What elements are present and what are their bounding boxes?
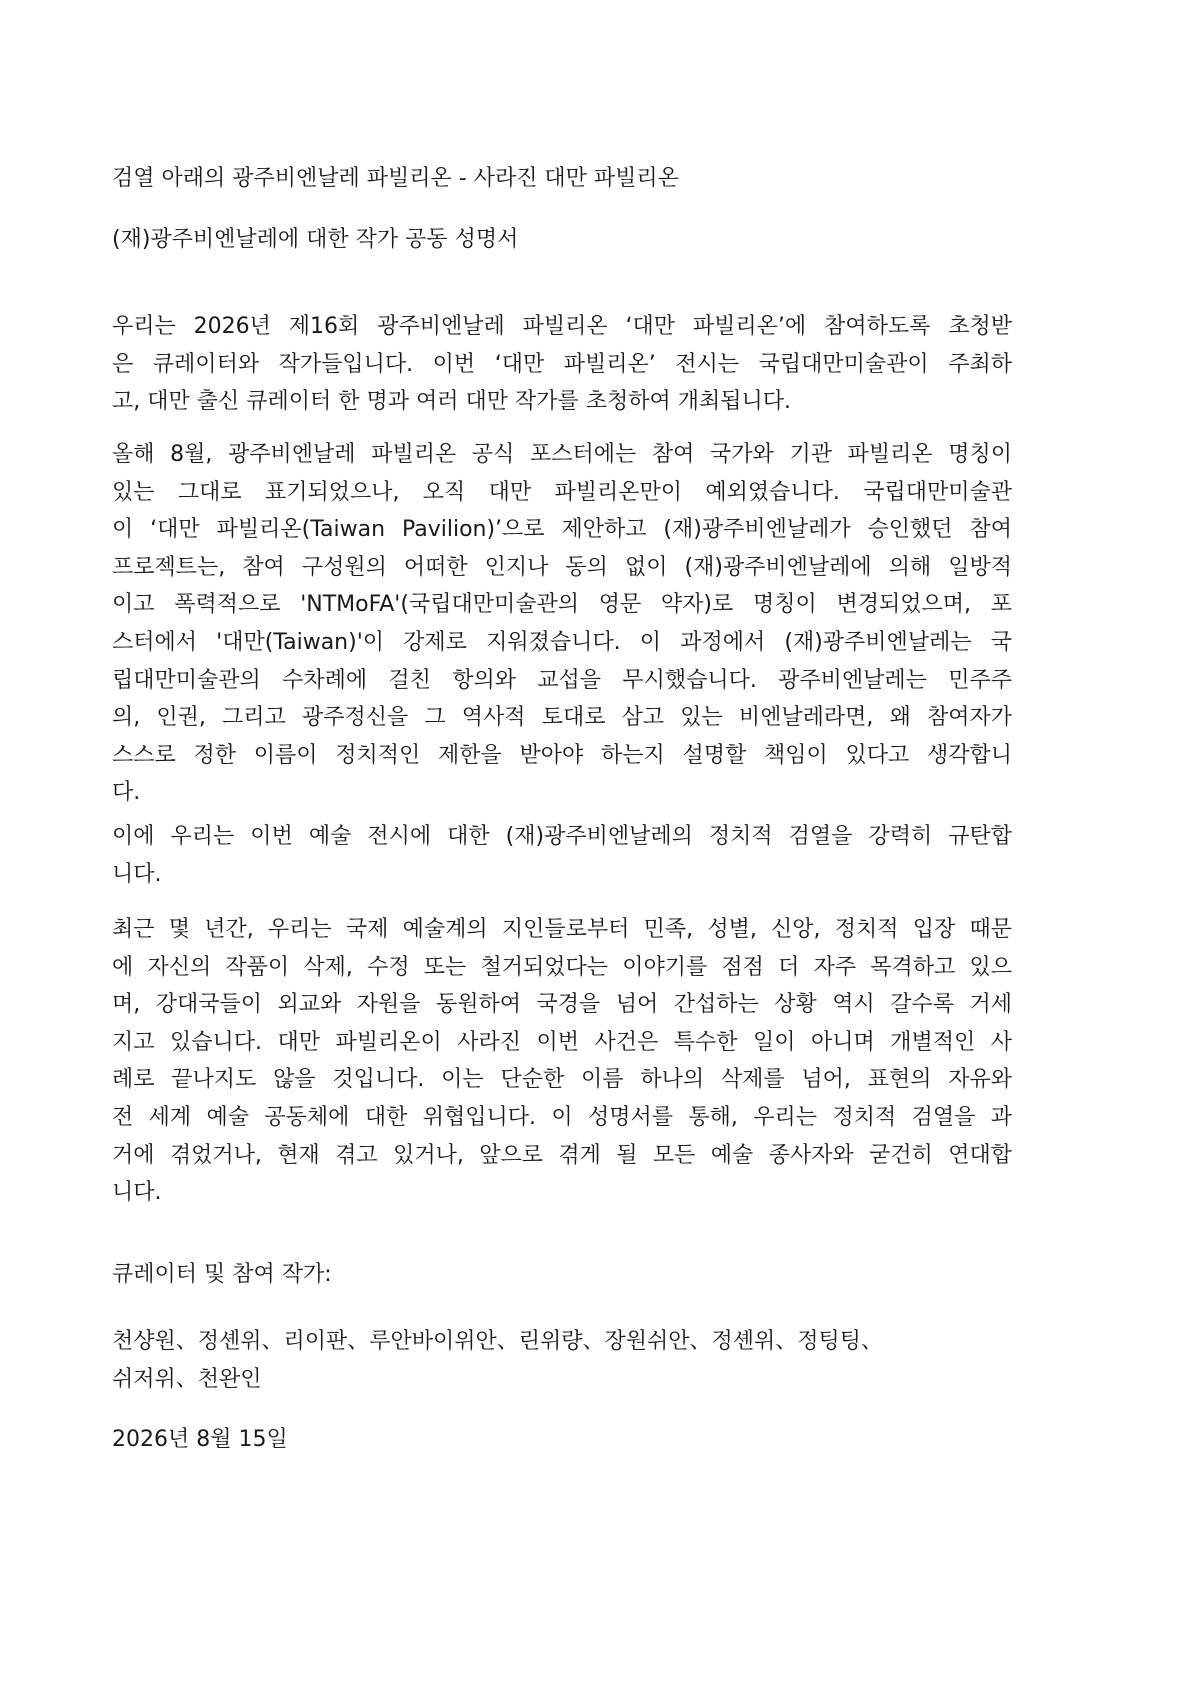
- paragraph-line: 스스로 정한 이름이 정치적인 제한을 받아야 하는지 설명할 책임이 있다고 생각합니: [112, 742, 1012, 768]
- paragraph-4: [112, 911, 1012, 1212]
- signatories-line: 천샹원、정셴위、리이판、루안바이위안、린위량、장원쉬안、정셴위、정팅팅、: [112, 1329, 884, 1354]
- paragraph-line: 례로 끝나지도 않을 것입니다. 이는 단순한 이름 하나의 삭제를 넘어, 표현의 자유와: [112, 1067, 1012, 1093]
- paragraph-line: 최근 몇 년간, 우리는 국제 예술계의 지인들로부터 민족, 성별, 신앙, 정치적 입장 때문: [112, 917, 1012, 942]
- document-subtitle: (재)광주비엔날레에 대한 작가 공동 성명서: [112, 227, 519, 252]
- paragraph-line: 스터에서 '대만(Taiwan)'이 강제로 지워졌습니다. 이 과정에서 (재)광주비엔날레는 국: [112, 629, 1012, 655]
- signatories-list: [112, 1323, 883, 1398]
- paragraph-line: 이에 우리는 이번 예술 전시에 대한 (재)광주비엔날레의 정치적 검열을 강력히 규탄합: [112, 824, 1012, 849]
- paragraph-line: 의, 인권, 그리고 광주정신을 그 역사적 토대로 삼고 있는 비엔날레라면, 왜 참여자가: [112, 705, 1012, 731]
- paragraph-line: 고, 대만 출신 큐레이터 한 명과 여러 대만 작가를 초청하여 개최됩니다.: [112, 389, 791, 415]
- paragraph-1: [112, 308, 1012, 421]
- signatories-line: 쉬저위、천완인: [112, 1366, 262, 1392]
- paragraph-line: 에 자신의 작품이 삭제, 수정 또는 철거되었다는 이야기를 점점 더 자주 목격하고 있으: [112, 954, 1012, 980]
- signatories-label: 큐레이터 및 참여 작가:: [112, 1262, 332, 1287]
- paragraph-line: 올해 8월, 광주비엔날레 파빌리온 공식 포스터에는 참여 국가와 기관 파빌리온 명칭이: [112, 442, 1012, 467]
- document-date: 2026년 8월 15일: [112, 1427, 288, 1452]
- paragraph-line: 니다.: [112, 1180, 162, 1206]
- paragraph-line: 립대만미술관의 수차례에 걸친 항의와 교섭을 무시했습니다. 광주비엔날레는 민주주: [112, 667, 1012, 693]
- paragraph-line: 다.: [112, 780, 141, 806]
- paragraph-line: 있는 그대로 표기되었으나, 오직 대만 파빌리온만이 예외였습니다. 국립대만미술관: [112, 479, 1012, 505]
- paragraph-line: 며, 강대국들이 외교와 자원을 동원하여 국경을 넘어 간섭하는 상황 역시 갈수록 거세: [112, 992, 1012, 1018]
- paragraph-line: 은 큐레이터와 작가들입니다. 이번 ‘대만 파빌리온’ 전시는 국립대만미술관이 주최하: [112, 351, 1012, 377]
- document-title: 검열 아래의 광주비엔날레 파빌리온 - 사라진 대만 파빌리온: [112, 166, 679, 191]
- paragraph-line: 프로젝트는, 참여 구성원의 어떠한 인지나 동의 없이 (재)광주비엔날레에 의해 일방적: [112, 554, 1012, 580]
- paragraph-2: [112, 436, 1012, 812]
- paragraph-line: 이고 폭력적으로 'NTMoFA'(국립대만미술관의 영문 약자)로 명칭이 변경되었으며, 포: [112, 592, 1012, 618]
- paragraph-line: 니다.: [112, 861, 162, 887]
- paragraph-line: 이 ‘대만 파빌리온(Taiwan Pavilion)’으로 제안하고 (재)광주비엔날레가 승인했던 참여: [112, 517, 1012, 543]
- paragraph-line: 우리는 2026년 제16회 광주비엔날레 파빌리온 ‘대만 파빌리온’에 참여하도록 초청받: [112, 314, 1012, 339]
- paragraph-line: 거에 겪었거나, 현재 겪고 있거나, 앞으로 겪게 될 모든 예술 종사자와 굳건히 연대합: [112, 1142, 1012, 1168]
- paragraph-3: [112, 818, 1012, 893]
- paragraph-line: 지고 있습니다. 대만 파빌리온이 사라진 이번 사건은 특수한 일이 아니며 개별적인 사: [112, 1029, 1012, 1055]
- paragraph-line: 전 세계 예술 공동체에 대한 위협입니다. 이 성명서를 통해, 우리는 정치적 검열을 과: [112, 1104, 1012, 1130]
